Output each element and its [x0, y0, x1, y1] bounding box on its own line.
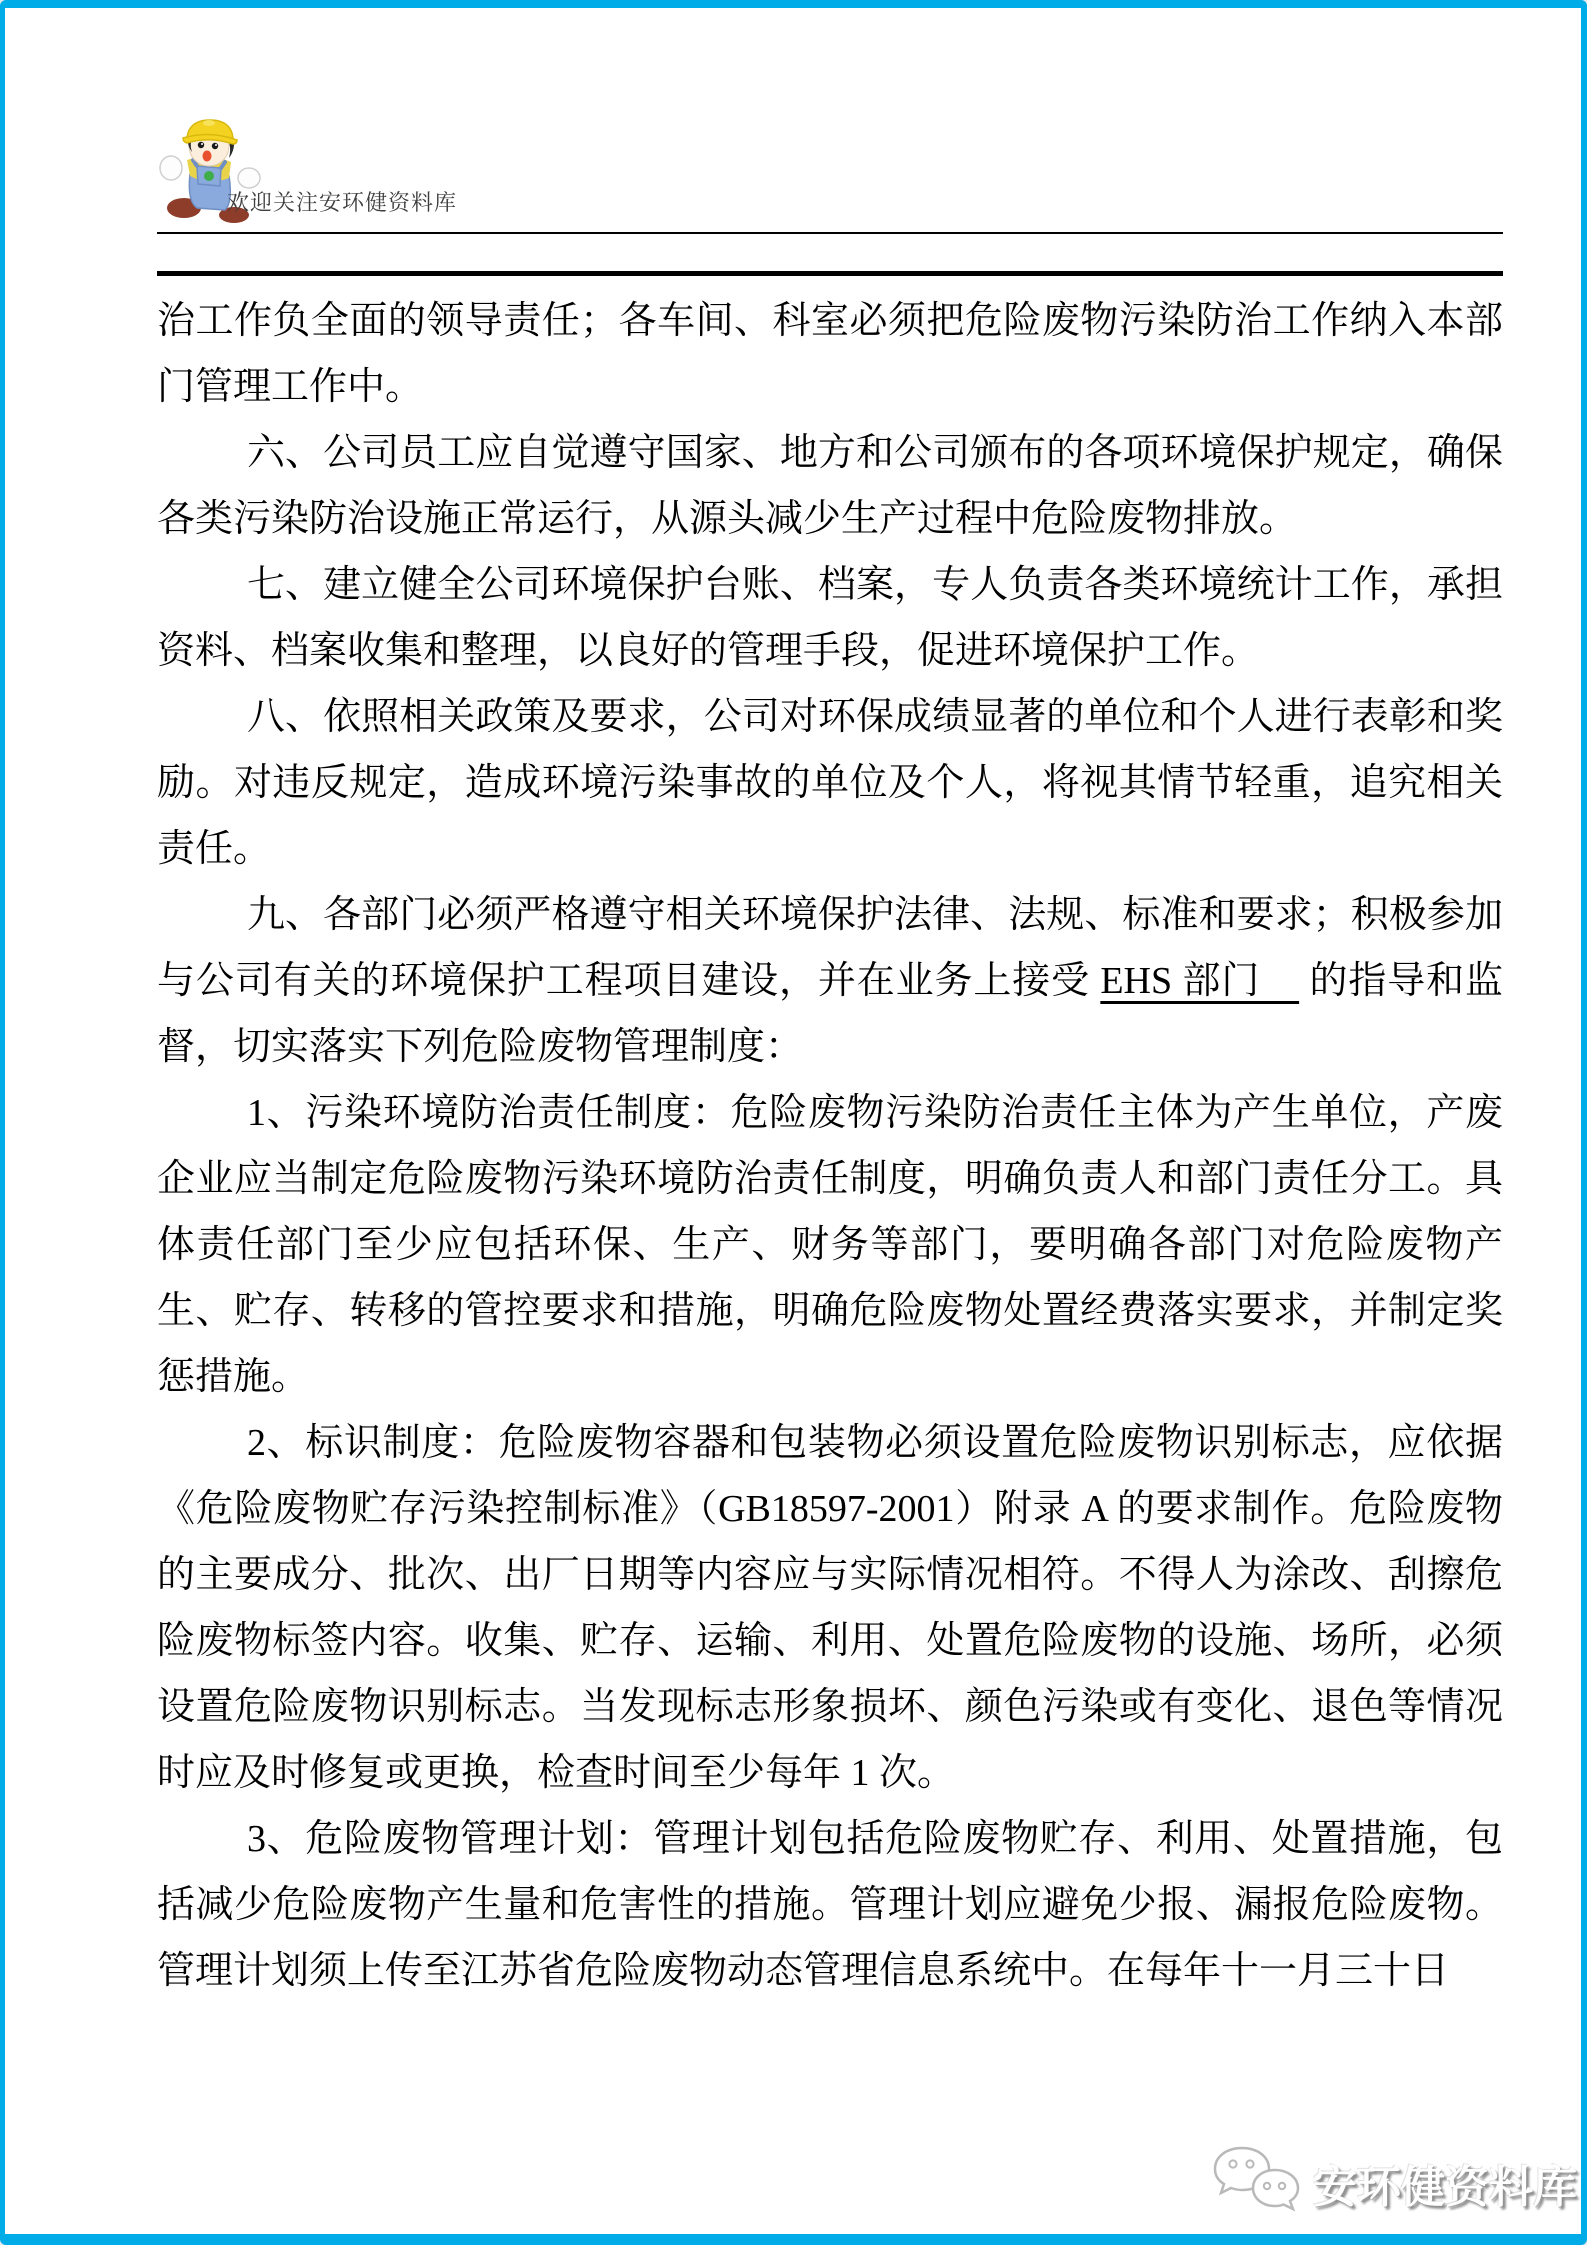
paragraph-rule-3: 3、危险废物管理计划：管理计划包括危险废物贮存、利用、处置措施，包括减少危险废物产生量和危害性的措施。管理计划应避免少报、漏报危险废物。管理计划须上传至江苏省危险废物动态管理信息系统中。在每年十一月三十日 [157, 1818, 1503, 1992]
header-divider-thick [157, 271, 1503, 276]
header-slogan: 欢迎关注安环健资料库 [227, 190, 458, 215]
footer-watermark [1211, 2144, 1577, 2222]
paragraph-item-7: 七、建立健全公司环境保护台账、档案，专人负责各类环境统计工作，承担资料、档案收集和整理，以良好的管理手段，促进环境保护工作。 [157, 564, 1503, 672]
footer-brand-text: 安环健资料库 [1313, 2163, 1577, 2212]
wechat-icon [1211, 2144, 1303, 2222]
paragraph-rule-2: 2、标识制度：危险废物容器和包装物必须设置危险废物识别标志，应依据《危险废物贮存污染控制标准》（GB18597-2001）附录 A 的要求制作。危险废物的主要成分、批次、出厂日期等内容应与实际情况相符。不得人为涂改、刮擦危险废物标签内容。收集、贮存、运输、利用、处置危险废物的设施、场所，必须设置危险废物识别标志。当发现标志形象损坏、颜色污染或有变化、退色等情况时应及时修复或更换，检查时间至少每年 1 次。 [157, 1422, 1503, 1794]
header-divider-thin [157, 232, 1503, 234]
paragraph-item-6: 六、公司员工应自觉遵守国家、地方和公司颁布的各项环境保护规定，确保各类污染防治设施正常运行，从源头减少生产过程中危险废物排放。 [157, 432, 1503, 540]
document-body [157, 288, 1503, 2004]
ehs-department-underlined: EHS 部门 [1100, 960, 1300, 1002]
paragraph-rule-1: 1、污染环境防治责任制度：危险废物污染防治责任主体为产生单位，产废企业应当制定危险废物污染环境防治责任制度，明确负责人和部门责任分工。具体责任部门至少应包括环保、生产、财务等部门，要明确各部门对危险废物产生、贮存、转移的管控要求和措施，明确危险废物处置经费落实要求，并制定奖惩措施。 [157, 1092, 1503, 1398]
paragraph-continuation: 治工作负全面的领导责任；各车间、科室必须把危险废物污染防治工作纳入本部门管理工作中。 [157, 300, 1503, 408]
paragraph-item-9-post: 的指导和监督，切实落实下列危险废物管理制度： [157, 960, 1503, 1068]
paragraph-item-9-pre: 九、各部门必须严格遵守相关环境保护法律、法规、标准和要求；积极参加与公司有关的环境保护工程项目建设，并在业务上接受 [157, 894, 1503, 1002]
paragraph-item-8: 八、依照相关政策及要求，公司对环保成绩显著的单位和个人进行表彰和奖励。对违反规定，造成环境污染事故的单位及个人，将视其情节轻重，追究相关责任。 [157, 696, 1503, 870]
paragraph-item-9 [157, 882, 1503, 1080]
